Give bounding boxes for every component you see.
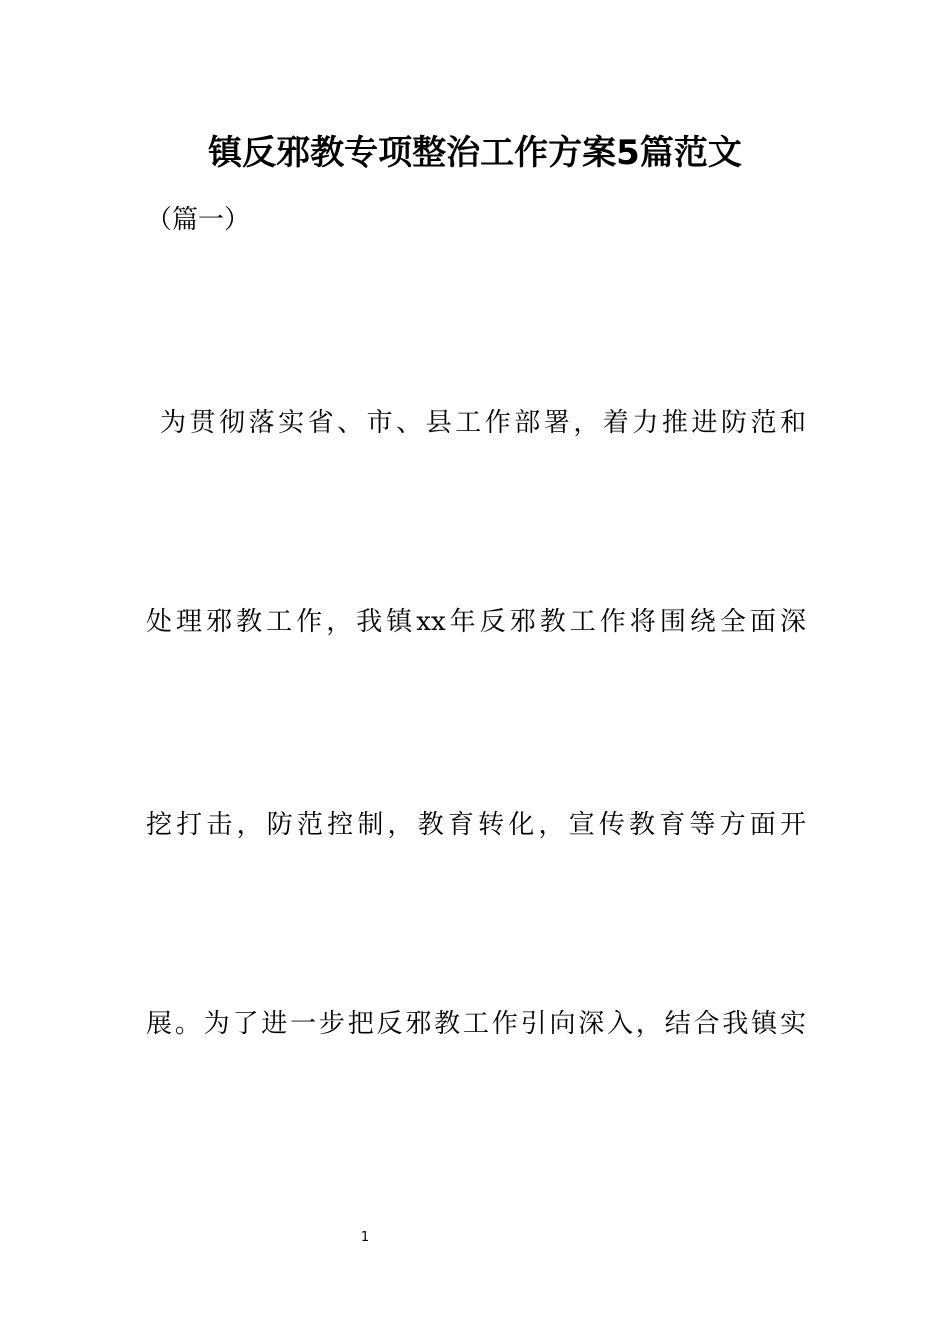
body-text-line: 展。为了进一步把反邪教工作引向深入，结合我镇实 <box>146 1009 806 1039</box>
body-text-line: 处理邪教工作，我镇xx年反邪教工作将围绕全面深 <box>146 607 806 637</box>
body-text-line: 为贯彻落实省、市、县工作部署，着力推进防范和 <box>160 408 806 438</box>
section-label: （篇一） <box>146 205 251 235</box>
body-text-line: 挖打击，防范控制，教育转化，宣传教育等方面开 <box>146 810 806 840</box>
document-title: 镇反邪教专项整治工作方案5篇范文 <box>208 133 742 173</box>
page-number: 1 <box>360 1230 370 1245</box>
